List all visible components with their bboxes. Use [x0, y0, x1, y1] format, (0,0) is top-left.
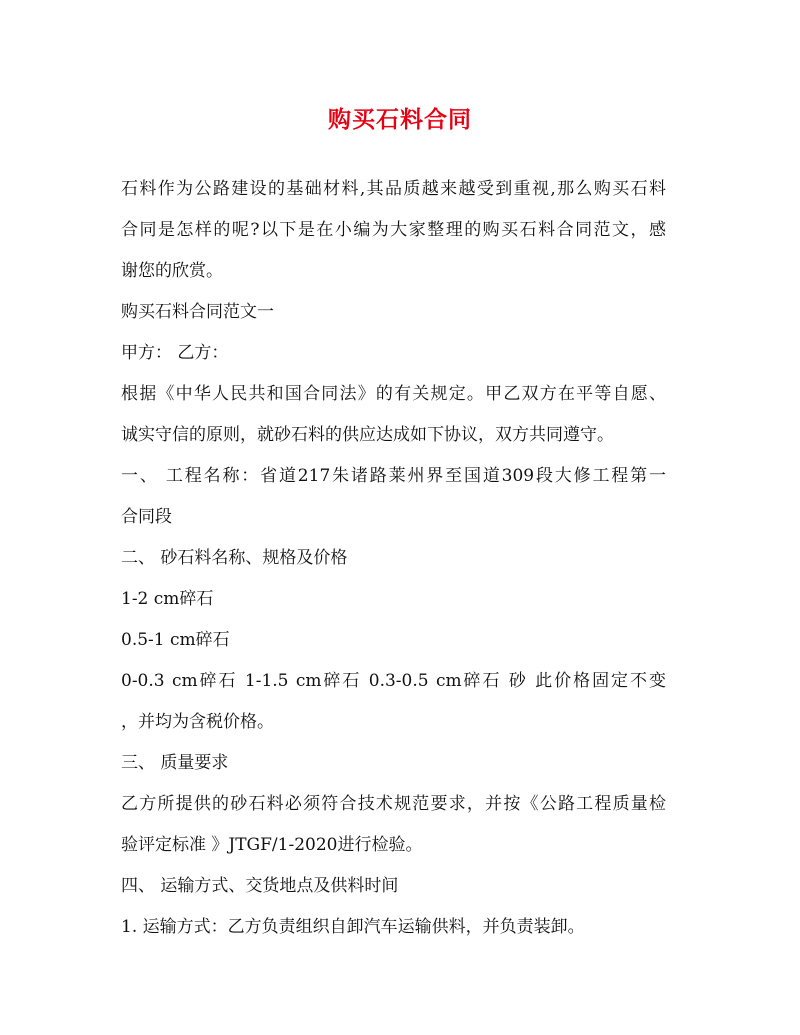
paragraph-line: 验评定标准 》JTGF/1-2020进行检验。	[121, 835, 423, 855]
clause-heading: 三、 质量要求	[121, 753, 229, 773]
paragraph-line: 根据《中华人民共和国合同法》的有关规定。甲乙双方在平等自愿、	[121, 384, 666, 404]
parties-line: 甲方： 乙方：	[121, 343, 229, 363]
document-title: 购买石料合同	[328, 106, 472, 133]
spec-line: 1-2 cm碎石	[121, 589, 214, 609]
paragraph-line: 合同段	[121, 507, 172, 527]
paragraph-line: 乙方所提供的砂石料必须符合技术规范要求，并按《公路工程质量检	[121, 794, 666, 814]
section-heading: 购买石料合同范文一	[121, 302, 274, 322]
clause-heading: 一、 工程名称：省道217朱诸路莱州界至国道309段大修工程第一	[121, 466, 666, 486]
clause-heading: 四、 运输方式、交货地点及供料时间	[121, 876, 399, 896]
paragraph-line: 石料作为公路建设的基础材料,其品质越来越受到重视,那么购买石料	[121, 179, 666, 199]
paragraph-line: 谢您的欣赏。	[121, 261, 223, 281]
paragraph-line: 合同是怎样的呢?以下是在小编为大家整理的购买石料合同范文，感	[121, 220, 666, 240]
paragraph-line: ，并均为含税价格。	[121, 712, 274, 732]
clause-heading: 二、 砂石料名称、规格及价格	[121, 548, 348, 568]
spec-line: 0.5-1 cm碎石	[121, 630, 230, 650]
paragraph-line: 诚实守信的原则，就砂石料的供应达成如下协议，双方共同遵守。	[121, 425, 614, 445]
document-body	[121, 176, 666, 955]
paragraph-line: 1. 运输方式：乙方负责组织自卸汽车运输供料，并负责装卸。	[121, 917, 585, 937]
spec-line: 0-0.3 cm碎石 1-1.5 cm碎石 0.3-0.5 cm碎石 砂 此价格固定不变	[121, 671, 666, 691]
